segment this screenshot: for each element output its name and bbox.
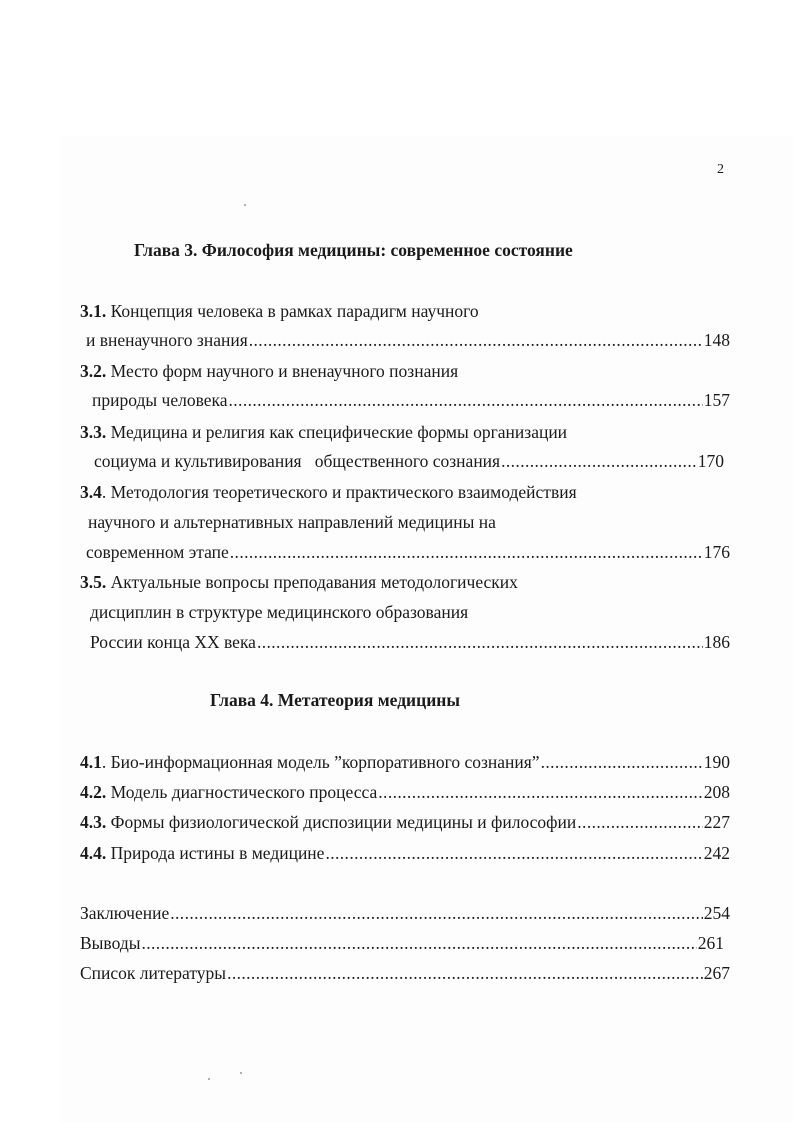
toc-entry-4-3 [80, 810, 730, 834]
toc-entry-text: и вненаучного знания [86, 330, 248, 350]
toc-page-number: 176 [703, 542, 730, 562]
scan-speck [240, 1072, 242, 1074]
toc-entry-3-1-line-1 [80, 299, 479, 323]
toc-page-number: 186 [703, 632, 730, 652]
toc-entry-text: Формы физиологической диспозиции медицины и философии [110, 812, 577, 832]
page-number: 2 [717, 162, 724, 177]
dot-leader [501, 449, 697, 473]
toc-entry-findings [80, 931, 724, 955]
toc-entry-text: Модель диагностического процесса [110, 782, 378, 802]
toc-entry-3-2-line-2 [92, 388, 730, 412]
dot-leader [577, 810, 702, 834]
scan-speck [244, 204, 246, 206]
toc-entry-text: природы человека [92, 390, 228, 410]
toc-entry-text: Заключение [80, 903, 170, 923]
toc-entry-number: 3.5. [80, 572, 107, 592]
toc-entry-number: 4.3. [80, 812, 107, 832]
dot-leader [230, 540, 703, 564]
toc-entry-text: социума и культивирования общественного сознания [94, 451, 501, 471]
toc-entry-number: 4.4. [80, 843, 107, 863]
toc-page-number: 170 [697, 451, 724, 471]
dot-leader [249, 328, 703, 352]
toc-entry-number: 3.2. [80, 361, 107, 381]
toc-entry-text: Медицина и религия как специфические формы организации [110, 422, 568, 442]
toc-entry-number: 3.4 [80, 482, 102, 502]
dot-leader [325, 841, 702, 865]
toc-entry-text: . Методология теоретического и практического взаимодействия [101, 482, 577, 502]
toc-entry-text: Выводы [80, 933, 141, 953]
toc-page-number: 242 [703, 843, 730, 863]
toc-page-number: 267 [703, 963, 730, 983]
dot-leader [170, 901, 703, 925]
toc-entry-text: Список литературы [80, 963, 227, 983]
toc-page-number: 148 [703, 330, 730, 350]
toc-entry-3-5-line-1 [80, 570, 518, 594]
toc-page-number: 157 [703, 390, 730, 410]
toc-entry-text: Место форм научного и вненаучного познания [110, 361, 459, 381]
toc-entry-3-3-line-2 [94, 449, 724, 473]
dot-leader [229, 388, 703, 412]
toc-entry-number: 3.3. [80, 422, 107, 442]
dot-leader [141, 931, 696, 955]
toc-entry-number: 4.2. [80, 782, 107, 802]
toc-entry-text: Актуальные вопросы преподавания методологических [110, 572, 518, 592]
toc-entry-conclusion [80, 901, 730, 925]
toc-entry-3-5-line-3 [90, 630, 730, 654]
toc-entry-4-2 [80, 780, 730, 804]
toc-entry-4-4 [80, 841, 730, 865]
chapter-3-title: Глава 3. Философия медицины: современное состояние [134, 240, 573, 260]
toc-entry-3-4-line-3 [86, 540, 730, 564]
toc-entry-3-4-line-2 [88, 510, 496, 534]
toc-entry-number: 3.1. [80, 301, 107, 321]
toc-entry-4-1 [80, 750, 730, 774]
toc-page-number: 254 [703, 903, 730, 923]
toc-entry-text: России конца XX века [90, 632, 256, 652]
scan-speck [208, 1078, 210, 1080]
toc-entry-number: 4.1 [80, 752, 102, 772]
toc-page-number: 261 [697, 933, 724, 953]
toc-page-number: 227 [703, 812, 730, 832]
toc-page-number: 208 [703, 782, 730, 802]
toc-entry-bibliography [80, 961, 730, 985]
toc-entry-text: дисциплин в структуре медицинского образования [90, 602, 469, 622]
toc-entry-3-1-line-2 [86, 328, 730, 352]
dot-leader [227, 961, 703, 985]
toc-entry-3-5-line-2 [90, 600, 468, 624]
toc-entry-text: . Био-информационная модель ”корпоративного сознания” [101, 752, 540, 772]
toc-page-number: 190 [703, 752, 730, 772]
toc-entry-3-2-line-1 [80, 359, 458, 383]
toc-entry-text: современном этапе [86, 542, 229, 562]
toc-entry-3-3-line-1 [80, 420, 567, 444]
dot-leader [257, 630, 703, 654]
toc-entry-text: Концепция человека в рамках парадигм научного [110, 301, 479, 321]
toc-entry-text: научного и альтернативных направлений медицины на [88, 512, 496, 532]
dot-leader [378, 780, 702, 804]
toc-entry-3-4-line-1 [80, 480, 577, 504]
toc-entry-text: Природа истины в медицине [110, 843, 325, 863]
dot-leader [541, 750, 703, 774]
chapter-4-title: Глава 4. Метатеория медицины [210, 690, 461, 710]
